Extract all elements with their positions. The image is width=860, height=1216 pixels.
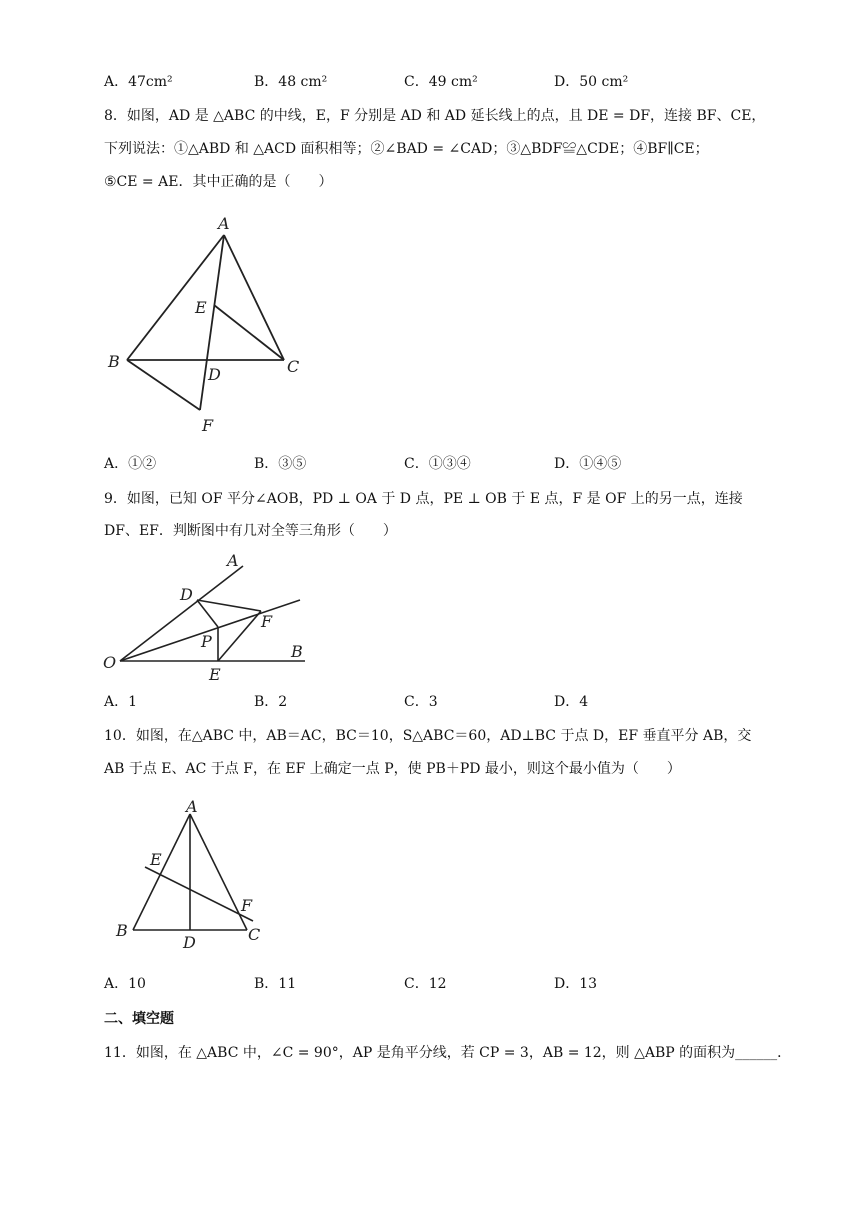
q9-option-a: A．1 <box>104 694 138 710</box>
q9-figure <box>100 550 320 685</box>
q11-stem-line1: 11．如图，在 △ABC 中，∠C = 90°，AP 是角平分线，若 CP = 3，AB = 12，则 △ABP 的面积为______． <box>104 1045 792 1061</box>
q8-seg-bf <box>127 360 200 410</box>
q7-option-c: C．49 cm² <box>404 74 478 90</box>
q8-seg-ac <box>224 235 284 360</box>
q8-stem-line3: ⑤CE = AE．其中正确的是（ ） <box>104 174 333 190</box>
q10-label-d: D <box>183 933 196 952</box>
q9-stem-line1: 9．如图，已知 OF 平分∠AOB，PD ⊥ OA 于 D 点，PE ⊥ OB 于 E 点，F 是 OF 上的另一点，连接 <box>104 491 743 507</box>
q10-figure <box>100 790 280 960</box>
q8-stem-line1: 8．如图，AD 是 △ABC 的中线，E，F 分别是 AD 和 AD 延长线上的点，且 DE = DF，连接 BF、CE， <box>104 108 766 124</box>
q8-label-c: C <box>287 357 300 376</box>
q8-label-d: D <box>208 365 221 384</box>
q10-option-d: D．13 <box>554 976 598 992</box>
q10-label-a: A <box>186 797 198 816</box>
q8-stem-line2: 下列说法：①△ABD 和 △ACD 面积相等；②∠BAD = ∠CAD；③△BDF≌△CDE；④BF∥CE； <box>104 141 709 157</box>
q8-figure <box>100 205 320 445</box>
q9-seg-dp <box>197 600 218 627</box>
q9-option-c: C．3 <box>404 694 438 710</box>
q8-option-a: A．①② <box>104 456 157 472</box>
q8-option-b: B．③⑤ <box>254 456 307 472</box>
q8-option-c: C．①③④ <box>404 456 471 472</box>
q9-stem-line2: DF、EF．判断图中有几对全等三角形（ ） <box>104 523 397 539</box>
q10-option-a: A．10 <box>104 976 146 992</box>
q9-ray-oa <box>120 566 243 661</box>
q7-option-b: B．48 cm² <box>254 74 328 90</box>
q10-stem-line2: AB 于点 E、AC 于点 F，在 EF 上确定一点 P，使 PB＋PD 最小，则这个最小值为（ ） <box>104 761 681 777</box>
q9-label-d: D <box>180 585 193 604</box>
q9-option-d: D．4 <box>554 694 589 710</box>
q9-label-o: O <box>103 653 117 672</box>
q8-label-e: E <box>195 298 207 317</box>
q10-seg-ac <box>190 814 247 930</box>
q9-seg-df <box>197 600 261 611</box>
q8-seg-ec <box>214 305 284 360</box>
q10-label-f: F <box>241 896 253 915</box>
q9-ray-of <box>120 600 300 661</box>
q9-option-b: B．2 <box>254 694 288 710</box>
q7-option-a: A．47cm² <box>104 74 173 90</box>
q9-seg-ef <box>218 611 261 661</box>
q7-option-d: D．50 cm² <box>554 74 629 90</box>
q9-label-b: B <box>291 642 303 661</box>
q10-seg-ab <box>133 814 190 930</box>
q10-label-c: C <box>248 925 261 944</box>
q8-option-d: D．①④⑤ <box>554 456 622 472</box>
q10-option-b: B．11 <box>254 976 297 992</box>
q8-label-b: B <box>108 352 120 371</box>
section-title-fill-in: 二、填空题 <box>104 1011 174 1027</box>
q10-label-b: B <box>116 921 128 940</box>
q10-option-c: C．12 <box>404 976 447 992</box>
q10-label-e: E <box>150 850 162 869</box>
q8-label-a: A <box>218 214 230 233</box>
q9-label-a: A <box>227 551 239 570</box>
q8-label-f: F <box>202 416 214 435</box>
q9-label-f: F <box>261 612 273 631</box>
q10-line-ef <box>145 867 253 921</box>
q10-stem-line1: 10．如图，在△ABC 中，AB＝AC，BC＝10，S△ABC＝60，AD⊥BC 于点 D，EF 垂直平分 AB，交 <box>104 728 752 744</box>
q9-label-e: E <box>209 665 221 684</box>
q9-label-p: P <box>201 632 212 651</box>
